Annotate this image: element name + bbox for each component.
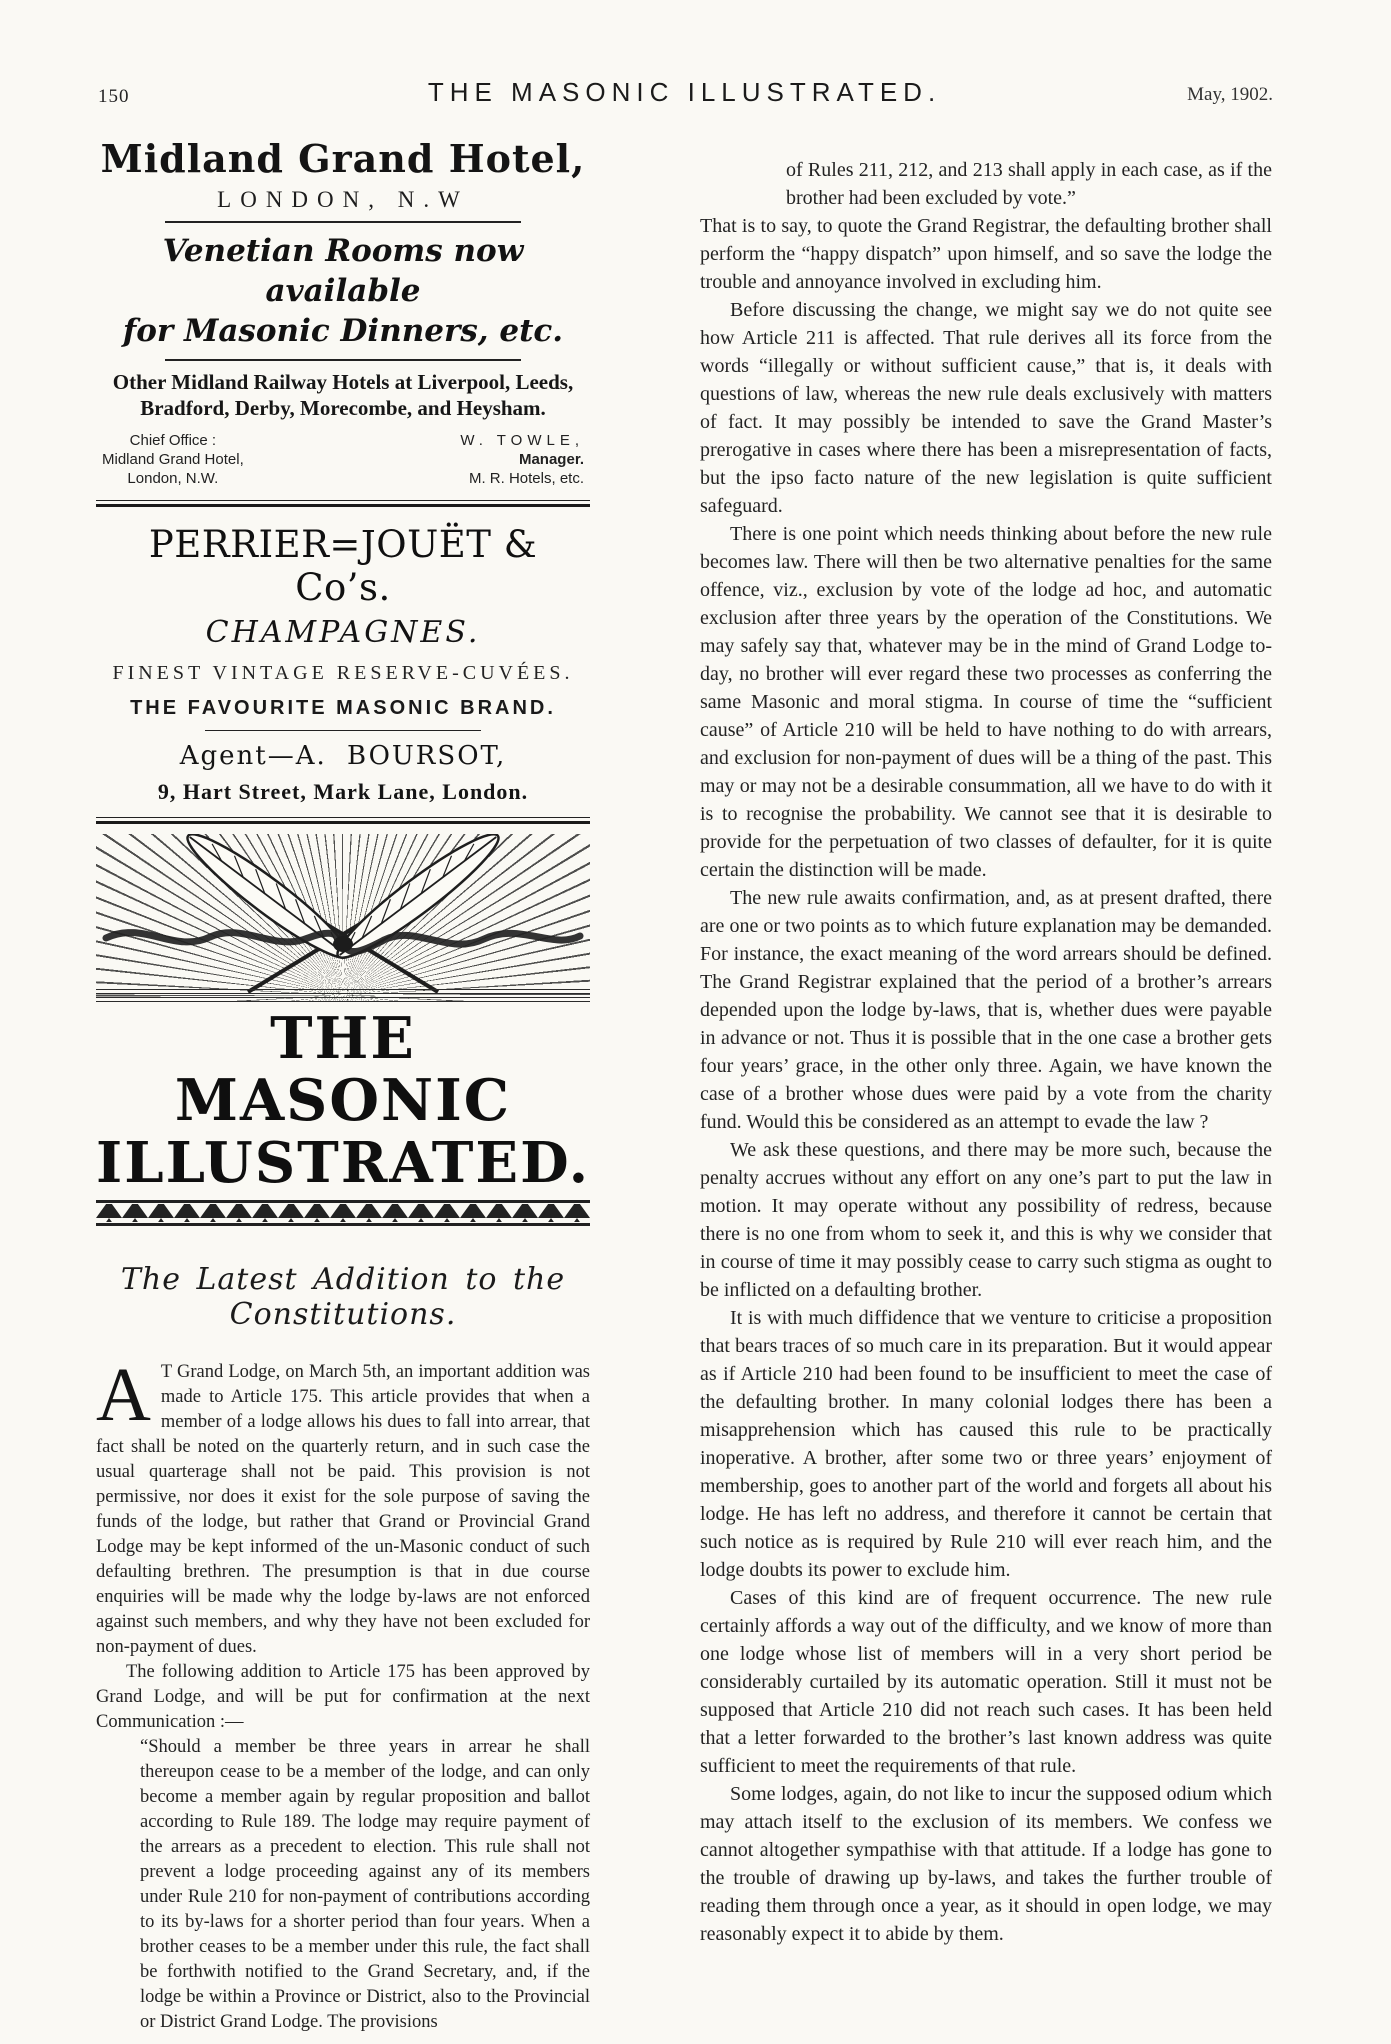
page-number: 150 (98, 86, 130, 107)
left-column (96, 128, 590, 2035)
drop-cap: A (96, 1353, 151, 1437)
manager-name: W. TOWLE, (460, 432, 584, 449)
crossed-quills-icon (96, 834, 590, 1002)
chief-office-label: Chief Office : (129, 432, 217, 449)
rule-quotation-block: “Should a member be three years in arrear he shall thereupon cease to be a member of the lodge, and can only become a member again by regular proposition and ballot according to Rule 189. The lodge may require payment of the arrears as a precedent to election. This rule shall not prevent a lodge proceeding against any of its members under Rule 210 for non-payment of contributions according to its by-laws for a shorter period than four years. When a brother ceases to be a member under this rule, the fact shall be forthwith notified to the Grand Secretary, and, if the lodge be within a Province or District, also to the Provincial or District Grand Lodge. The provisions (140, 1737, 590, 2032)
section-divider (96, 500, 590, 507)
masthead-title (96, 1005, 591, 1196)
right-column (700, 156, 1272, 1948)
article-paragraph: The following addition to Article 175 has been approved by Grand Lodge, and will be put for confirmation at the next Communication :— (96, 1662, 590, 1732)
divider-rule (165, 359, 521, 361)
masthead-title-line: THE MASONIC (174, 1005, 512, 1134)
ground-hatching (96, 989, 590, 1002)
divider-rule (205, 730, 482, 731)
article-paragraph: It is with much diffidence that we venture to criticise a proposition that bears traces of so much care in its preparation. But it would appear as if Article 210 had been found to be insufficient to meet the case of the defaulting brother. In many colonial lodges there has been a misapprehension which has caused this rule to be practically inoperative. A brother, after some two or three years’ enjoyment of membership, goes to another part of the world and forgets all about his lodge. He has left no address, and therefore it cannot be certain that such notice as is required by Rule 210 will ever reach him, and the lodge doubts its power to exclude him. (700, 1307, 1272, 1581)
divider-rule (165, 221, 521, 223)
perrier-agent: Agent—A. BOURSOT, (179, 741, 507, 771)
midland-ad-title: Midland Grand Hotel, (100, 136, 586, 181)
midland-other-hotels (96, 369, 590, 421)
article-paragraph: We ask these questions, and there may be more such, because the penalty accrues without any effort on any one’s part to put the law in motion. It may operate without any possibility of redress, because there is no one from whom to seek it, and this is why we consider that in course of time it may possibly cease to carry such stigma as ought to be inflicted on a defaulting brother. (700, 1139, 1272, 1301)
article-paragraph: Some lodges, again, do not like to incur the supposed odium which may attach itself to the exclusion of its members. We confess we cannot altogether sympathise with that attitude. If a lodge has gone to the trouble of drawing up by-laws, and takes the further trouble of reading them through once a year, as it should in open lodge, we may reasonably expect it to abide by them. (700, 1783, 1272, 1945)
headline-line: for Masonic Dinners, etc. (122, 313, 564, 349)
manager-title: Manager. (518, 451, 584, 468)
other-hotels-line: Bradford, Derby, Morecombe, and Heysham. (140, 396, 546, 420)
midland-ad-location: LONDON, N.W (217, 187, 469, 212)
perrier-jouet-ad (96, 517, 590, 805)
chief-office-block (102, 431, 244, 488)
issue-date: May, 1902. (1187, 84, 1273, 105)
article-lead-paragraph (96, 1353, 590, 1660)
article-heading: The Latest Addition to the Constitutions. (120, 1262, 566, 1332)
article-paragraph: The new rule awaits confirmation, and, as at present drafted, there are one or two points as to which future explanation may be demanded. For instance, the exact meaning of the word arrears should be defined. The Grand Registrar explained that the period of a brother’s arrears depended upon the lodge by-laws, that is, whether dues were payable in advance or not. Thus it is possible that in the one case a brother gets four years’ grace, in the other only three. Again, we have known the case of a brother whose dues were paid by a vote from the charity fund. Would this be considered as an attempt to evade the law ? (700, 887, 1272, 1133)
chief-office-line: London, N.W. (127, 470, 219, 487)
article-paragraph: That is to say, to quote the Grand Registrar, the defaulting brother shall perform the “happy dispatch” upon himself, and so save the lodge the trouble and annoyance involved in excluding him. (700, 215, 1272, 293)
article-paragraph: Cases of this kind are of frequent occurrence. The new rule certainly affords a way out of the difficulty, and we know of more than one lodge whose list of members will in a very short period be considerably curtailed by its automatic operation. Still it must not be supposed that Article 210 did not reach such cases. It has been held that a letter forwarded to the brother’s last known address was quite sufficient to meet the requirements of that rule. (700, 1587, 1272, 1777)
masthead-illustration (96, 834, 590, 1002)
page-header (96, 70, 1273, 108)
rule-quotation-continuation: of Rules 211, 212, and 213 shall apply in each case, as if the brother had been excluded by vote.” (786, 159, 1272, 209)
chief-office-line: Midland Grand Hotel, (102, 451, 244, 468)
midland-grand-hotel-ad (96, 128, 590, 488)
manager-block (460, 431, 584, 488)
section-divider (96, 817, 590, 824)
midland-ad-headline (96, 231, 590, 351)
headline-line: Venetian Rooms now available (162, 233, 524, 309)
other-hotels-line: Other Midland Railway Hotels at Liverpool, Leeds, (112, 370, 574, 394)
article-paragraph: There is one point which needs thinking about before the new rule becomes law. There will then be two alternative penalties for the same offence, viz., exclusion by vote of the lodge ad hoc, and automatic exclusion after three years by the operation of the Constitutions. We may safely say that, whatever may be in the mind of Grand Lodge to-day, no brother will ever regard these two processes as conferring the same Masonic and moral stigma. In course of time the “sufficient cause” of Article 210 will be held to have nothing to do with arrears, and exclusion for non-payment of dues will be a thing of the past. This may or may not be a desirable consummation, all we have to do with it is to recognise the probability. We cannot see that it is desirable to provide for the perpetuation of two classes of defaulter, for it is quite certain the distinction will be made. (700, 523, 1272, 881)
perrier-tagline: THE FAVOURITE MASONIC BRAND. (130, 697, 556, 719)
midland-office-block (102, 431, 584, 488)
article-left-text (96, 1353, 590, 2035)
manager-subtitle: M. R. Hotels, etc. (468, 470, 584, 487)
perrier-address: 9, Hart Street, Mark Lane, London. (157, 779, 529, 804)
journal-title: THE MASONIC ILLUSTRATED. (427, 77, 942, 107)
lead-paragraph-text: T Grand Lodge, on March 5th, an important addition was made to Article 175. This article provides that when a member of a lodge allows his dues to fall into arrear, that fact shall be noted on the quarterly return, and in such case the usual quarterage shall not be paid. This provision is not permissive, nor does it exist for the sole purpose of saving the funds of the lodge, but rather that Grand or Provincial Grand Lodge may be kept informed of the un-Masonic conduct of such defaulting brethren. The presumption is that in due course enquiries will be made why the lodge by-laws are not enforced against such members, and why they have not been excluded for non-payment of dues. (96, 1362, 590, 1657)
perrier-product: CHAMPAGNES. (205, 615, 481, 650)
perrier-ad-title: PERRIER=JOUËT & Co’s. (148, 523, 538, 609)
masthead-title-line: ILLUSTRATED. (96, 1130, 591, 1196)
masthead (96, 834, 590, 1226)
perrier-tagline: FINEST VINTAGE RESERVE-CUVÉES. (112, 662, 574, 684)
article-paragraph: Before discussing the change, we might say we do not quite see how Article 211 is affected. That rule derives all its force from the words “illegally or without sufficient cause,” that is, it deals with questions of law, whereas the new rule deals exclusively with matters of fact. It may possibly be intended to save the Grand Master’s prerogative in cases where there has been a misrepresentation of facts, but the ipso facto nature of the new legislation is quite sufficient safeguard. (700, 299, 1272, 517)
zigzag-border (96, 1200, 590, 1226)
